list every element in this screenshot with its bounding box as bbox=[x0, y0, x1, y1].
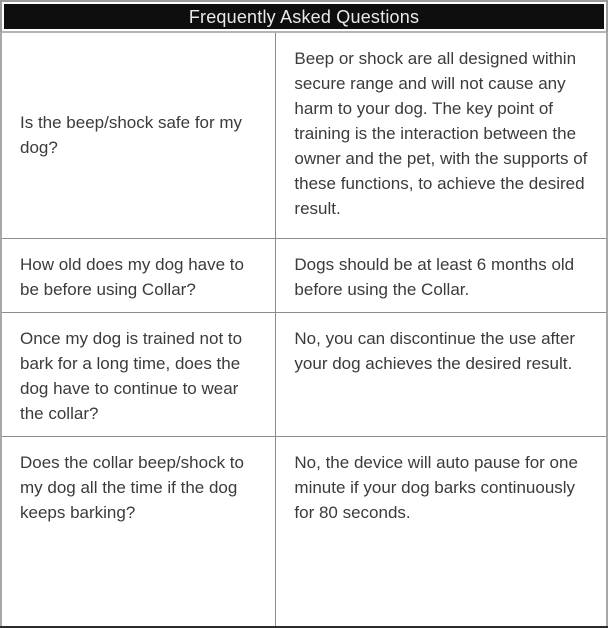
faq-question-cell bbox=[1, 33, 276, 238]
faq-question-text: Once my dog is trained not to bark for a long time, does the dog have to continue to wear the collar? bbox=[20, 328, 243, 423]
faq-header-inner bbox=[4, 4, 604, 29]
faq-answer-cell bbox=[276, 33, 607, 238]
faq-answer-cell bbox=[276, 238, 607, 312]
faq-question-cell bbox=[1, 238, 276, 312]
faq-answer-text: Beep or shock are all designed within secure range and will not cause any harm to your dog. The key point of training is the interaction between the owner and the pet, with the supports of these functions, to achieve the desired result. bbox=[294, 49, 588, 218]
faq-answer-text: No, the device will auto pause for one minute if your dog barks continuously for 80 seconds. bbox=[294, 452, 578, 522]
faq-header-bar bbox=[0, 0, 608, 33]
table-row bbox=[1, 312, 607, 436]
faq-answer-text: No, you can discontinue the use after your dog achieves the desired result. bbox=[294, 328, 576, 373]
table-row bbox=[1, 436, 607, 627]
faq-answer-cell bbox=[276, 312, 607, 436]
table-row bbox=[1, 33, 607, 238]
table-row bbox=[1, 238, 607, 312]
faq-question-text: Does the collar beep/shock to my dog all the time if the dog keeps barking? bbox=[20, 452, 244, 522]
faq-answer-text: Dogs should be at least 6 months old before using the Collar. bbox=[294, 254, 575, 299]
faq-question-text: How old does my dog have to be before using Collar? bbox=[20, 254, 244, 299]
faq-question-cell bbox=[1, 312, 276, 436]
faq-question-cell bbox=[1, 436, 276, 627]
faq-table bbox=[0, 33, 608, 628]
faq-table-body bbox=[1, 33, 607, 627]
faq-answer-cell bbox=[276, 436, 607, 627]
page-title: Frequently Asked Questions bbox=[188, 6, 420, 27]
faq-question-text: Is the beep/shock safe for my dog? bbox=[20, 113, 243, 158]
